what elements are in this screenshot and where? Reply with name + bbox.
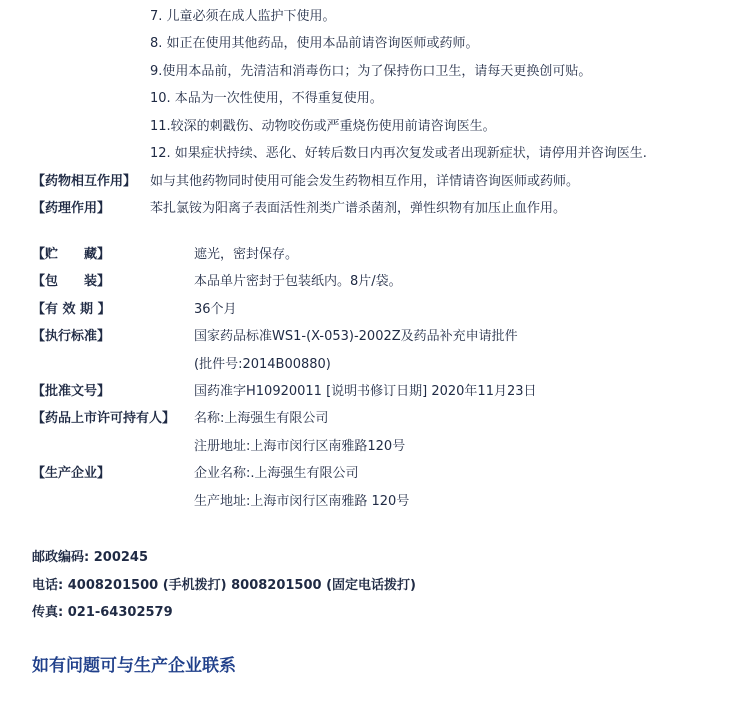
- interaction-label: 【药物相互作用】: [32, 174, 137, 189]
- manufacturer-label: 【生产企业】: [32, 466, 111, 481]
- interaction-value: 如与其他药物同时使用可能会发生药物相互作用，详情请咨询医师或药师。: [150, 174, 580, 189]
- holder-name: 名称:上海强生有限公司: [194, 411, 329, 426]
- manufacturer-name: 企业名称:.上海强生有限公司: [194, 466, 359, 481]
- contact-manufacturer-heading: 如有问题可与生产企业联系: [32, 656, 236, 676]
- storage-label: 【贮 藏】: [32, 247, 111, 262]
- expiry-label: 【有 效 期 】: [32, 302, 111, 317]
- expiry-value: 36个月: [194, 302, 237, 317]
- precaution-item: 7. 儿童必须在成人监护下使用。: [150, 9, 336, 24]
- pharmacology-label: 【药理作用】: [32, 201, 111, 216]
- precaution-item: 10. 本品为一次性使用，不得重复使用。: [150, 91, 383, 106]
- packaging-value: 本品单片密封于包装纸内。8片/袋。: [194, 274, 402, 289]
- precaution-item: 11.较深的刺戳伤、动物咬伤或严重烧伤使用前请咨询医生。: [150, 119, 496, 134]
- standard-label: 【执行标准】: [32, 329, 111, 344]
- holder-label: 【药品上市许可持有人】: [32, 411, 176, 426]
- phone-number: 电话: 4008201500 (手机拨打) 8008201500 (固定电话拨打): [32, 578, 416, 593]
- standard-value: 国家药品标准WS1-(X-053)-2002Z及药品补充申请批件: [194, 329, 518, 344]
- fax-number: 传真: 021-64302579: [32, 605, 173, 620]
- precaution-item: 8. 如正在使用其他药品，使用本品前请咨询医师或药师。: [150, 36, 479, 51]
- precaution-item: 12. 如果症状持续、恶化、好转后数日内再次复发或者出现新症状，请停用并咨询医生.: [150, 146, 647, 161]
- packaging-label: 【包 装】: [32, 274, 111, 289]
- standard-approval-number: (批件号:2014B00880): [194, 357, 331, 372]
- storage-value: 遮光，密封保存。: [194, 247, 299, 262]
- pharmacology-value: 苯扎氯铵为阳离子表面活性剂类广谱杀菌剂，弹性织物有加压止血作用。: [150, 201, 567, 216]
- postal-code: 邮政编码: 200245: [32, 550, 148, 565]
- precaution-item: 9.使用本品前，先清洁和消毒伤口；为了保持伤口卫生，请每天更换创可贴。: [150, 64, 592, 79]
- manufacturer-address: 生产地址:上海市闵行区南雅路 120号: [194, 494, 410, 509]
- holder-address: 注册地址:上海市闵行区南雅路120号: [194, 439, 406, 454]
- approval-label: 【批准文号】: [32, 384, 111, 399]
- approval-value: 国药准字H10920011 [说明书修订日期] 2020年11月23日: [194, 384, 537, 399]
